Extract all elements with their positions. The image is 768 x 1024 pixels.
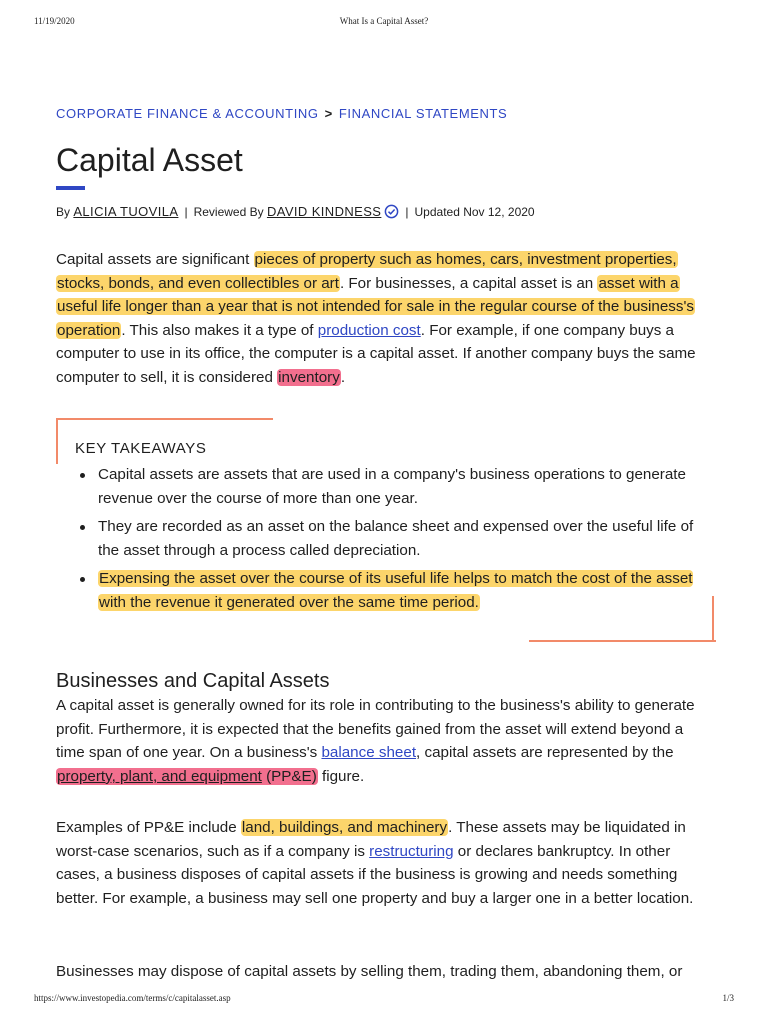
list-item-text: Expensing the asset over the course of its useful life helps to match the cost of the asset with the revenue it generated over the same time period. bbox=[99, 570, 693, 611]
section-paragraph-3 bbox=[56, 960, 716, 984]
highlight-pink: inventory bbox=[278, 368, 340, 386]
text-run: . bbox=[340, 368, 346, 386]
byline bbox=[56, 204, 535, 222]
production-cost-link[interactable]: production cost bbox=[317, 321, 421, 339]
author-link[interactable]: ALICIA TUOVILA bbox=[73, 204, 179, 219]
updated-date: Updated Nov 12, 2020 bbox=[414, 205, 535, 219]
text-run: . This also makes it a type of bbox=[121, 321, 318, 339]
bullet-icon bbox=[80, 577, 85, 582]
print-footer bbox=[0, 993, 768, 1009]
reviewed-by-label: Reviewed By bbox=[193, 205, 264, 219]
list-item bbox=[98, 567, 710, 615]
print-page-number: 1/3 bbox=[722, 993, 734, 1003]
print-header bbox=[0, 16, 768, 32]
breadcrumb bbox=[56, 106, 507, 121]
highlight-yellow: land, buildings, and machinery bbox=[241, 819, 448, 836]
print-date: 11/19/2020 bbox=[34, 16, 75, 26]
text-run: . For example, if one company buys a computer to use in its office, the computer is a capital asset. If another company buys the same computer to sell, it is considered bbox=[56, 321, 696, 386]
byline-divider: | bbox=[184, 205, 188, 219]
reviewer-link[interactable]: DAVID KINDNESS bbox=[266, 204, 382, 219]
breadcrumb-corporate-finance[interactable]: CORPORATE FINANCE & ACCOUNTING bbox=[56, 106, 319, 121]
key-takeaways-frame-top bbox=[56, 418, 273, 420]
text-run: or declares bankruptcy. In other cases, a business disposes of capital assets if the business is growing and needs something better. For example, a business may sell one property and buy a larger one in a better location. bbox=[56, 842, 694, 907]
restructuring-link[interactable]: restructuring bbox=[369, 842, 454, 860]
text-run: , capital assets are represented by the bbox=[416, 744, 674, 762]
print-url: https://www.investopedia.com/terms/c/capitalasset.asp bbox=[34, 993, 231, 1003]
highlight-yellow: asset with a useful life longer than a year that is not intended for sale in the regular course of the business's operation bbox=[57, 274, 694, 339]
page-title: Capital Asset bbox=[56, 142, 243, 178]
text-run: . These assets may be liquidated in worst-case scenarios, such as if a company is bbox=[56, 819, 686, 860]
section-paragraph-2 bbox=[56, 816, 716, 910]
text-run: A capital asset is generally owned for its role in contributing to the business's ability to generate profit. Furthermore, it is expected that the benefits gained from the asset will extend beyond a time span of one year. On a business's bbox=[56, 697, 695, 762]
key-takeaways-frame-bottom bbox=[529, 640, 716, 642]
ppe-link[interactable]: property, plant, and equipment bbox=[57, 767, 262, 785]
list-item bbox=[98, 463, 710, 511]
section-paragraph-1 bbox=[56, 694, 716, 788]
breadcrumb-financial-statements[interactable]: FINANCIAL STATEMENTS bbox=[338, 106, 508, 121]
key-takeaways-frame-right bbox=[712, 596, 714, 642]
key-takeaways-list bbox=[98, 463, 710, 619]
text-run: . For businesses, a capital asset is an bbox=[339, 274, 598, 292]
text-run: Capital assets are significant bbox=[56, 251, 254, 268]
text-run: Examples of PP&E include bbox=[56, 819, 241, 836]
list-item-text: Capital assets are assets that are used in a company's business operations to generate revenue over the course of more than one year. bbox=[98, 466, 686, 507]
key-takeaways-frame-left bbox=[56, 418, 58, 464]
title-underline bbox=[56, 186, 85, 190]
highlight-yellow: pieces of property such as homes, cars, investment properties, stocks, bonds, and even collectibles or art bbox=[57, 251, 677, 292]
text-run: figure. bbox=[317, 767, 365, 785]
list-item bbox=[98, 515, 710, 563]
chevron-right-icon: > bbox=[324, 106, 333, 121]
bullet-icon bbox=[80, 525, 85, 530]
print-page-title: What Is a Capital Asset? bbox=[339, 16, 429, 26]
text-run: Businesses may dispose of capital assets by selling them, trading them, abandoning them, or bbox=[56, 963, 683, 980]
verified-check-icon bbox=[384, 204, 399, 222]
text-run: (PP&E) bbox=[261, 767, 317, 785]
list-item-text: They are recorded as an asset on the balance sheet and expensed over the useful life of the asset through a process called depreciation. bbox=[98, 518, 694, 559]
key-takeaways-heading: KEY TAKEAWAYS bbox=[75, 440, 207, 457]
balance-sheet-link[interactable]: balance sheet bbox=[321, 744, 417, 762]
by-label: By bbox=[56, 205, 71, 219]
intro-paragraph bbox=[56, 248, 716, 390]
section-title: Businesses and Capital Assets bbox=[56, 670, 330, 692]
byline-divider: | bbox=[405, 205, 409, 219]
highlight-pink bbox=[56, 768, 318, 785]
bullet-icon bbox=[80, 473, 85, 478]
